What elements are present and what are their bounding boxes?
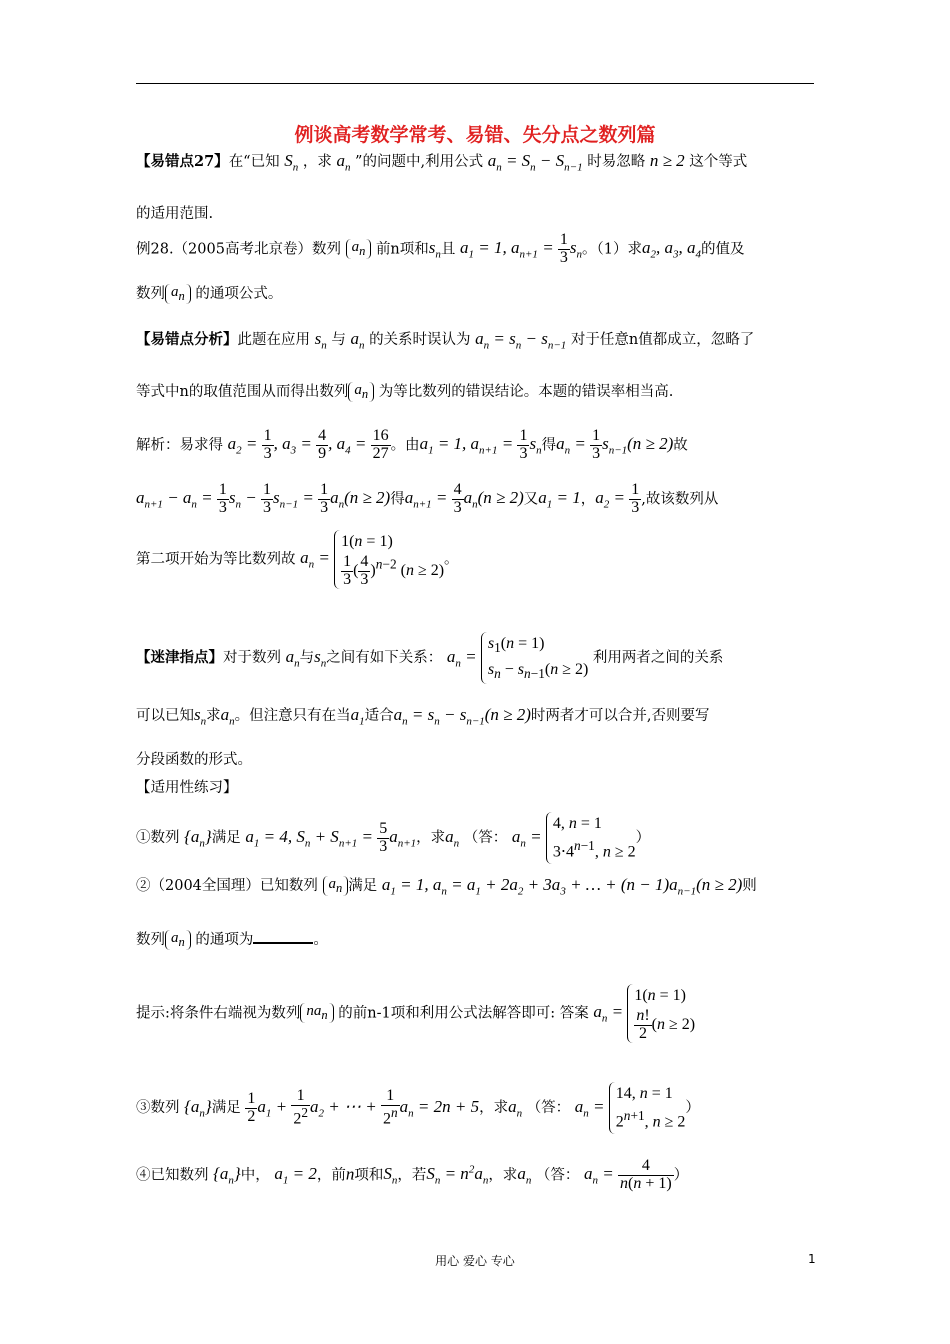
math: $a_n = S_n - S_{n-1}$: [487, 151, 583, 174]
math: $\frac{1}{3}$: [592, 427, 601, 462]
math: $a_n$: [165, 930, 191, 950]
math: $na_n$: [300, 1003, 333, 1023]
error-point-27: 【易错点27】在“已知 $S_n$ ，求 $a_n$ ”的问题中,利用公式 $a_n = S_n - S_{n-1}$ 时易忽略 n ≥ 2 这个等式: [136, 151, 748, 174]
solution-line3: 第二项开始为等比数列故 $a_n$ = 1(n = 1) $\frac{1}{3}$ ( $\frac{4}{3}$ )$^{n-2}$ (n ≥ 2) 。: [136, 530, 459, 589]
math: $S_n = n^2a_n$: [426, 1163, 489, 1187]
answer-blank: [253, 942, 313, 944]
math: $a_n(n \ge 2)$: [330, 488, 391, 511]
math: $a_n$: [508, 1097, 523, 1120]
practice-q1: ①数列 $\{a_n\}$满足 $a_1 = 4$, $S_n + S_{n+1}$ = $\frac{5}{3}$ $a_{n+1}$，求$a_n$ （答： $a_n$ = 4, n = 1 $3\cdot 4^{n-1}$, n ≥ 2 ）: [136, 812, 650, 864]
page-title: 例谈高考数学常考、易错、失分点之数列篇: [294, 124, 656, 146]
math: $a_n$ =: [574, 1097, 609, 1120]
math: $a_n$: [336, 151, 351, 174]
math: $\frac{1}{3}$: [320, 481, 329, 516]
math: $a_n = s_n - s_{n-1}$: [475, 329, 567, 352]
solution-line2: $a_{n+1} - a_n$ = $\frac{1}{3}$ $s_n$ − $\frac{1}{3}$ $s_{n-1}$ = $\frac{1}{3}$ $a_n(n \ge 2)$得$a_{n+1}$ = $\frac{4}{3}$ $a_n(n \ge 2)$又$a_1 = 1$，$a_2$ = $\frac{1}{3}$ ,故该数列从: [136, 481, 719, 516]
math: $\{a_n\}$: [213, 1164, 241, 1187]
practice-q3: ③数列 $\{a_n\}$满足 $\frac{1}{2}$ $a_1$ + $\frac{1}{2^2}$ $a_2$ + ⋯ + $\frac{1}{2^n}$ $a_n = 2n + 5$，求$a_n$ （答： $a_n$ = 14, n = 1 $2^{n+1}$, n ≥ 2 ）: [136, 1082, 700, 1134]
math: n: [345, 1164, 355, 1184]
math: , $a_4$ =: [328, 434, 371, 457]
math: $a_2$ =: [227, 434, 262, 457]
math: $\frac{1}{3}$: [218, 481, 227, 516]
math: $a_n$: [285, 647, 300, 670]
practice-q4: ④已知数列 $\{a_n\}$中， $a_1 = 2$，前n项和$S_n$，若$S_n = n^2a_n$，求$a_n$ （答： $a_n$ = $\frac{4}{n(n + 1)}$ ）: [136, 1157, 689, 1192]
error-analysis: 【易错点分析】此题在应用 $s_n$ 与 $a_n$ 的关系时误认为 $a_n = s_n - s_{n-1}$ 对于任意n值都成立，忽略了: [136, 329, 755, 352]
math: $\frac{4}{3}$: [453, 481, 462, 516]
math: $a_n$ =: [593, 1002, 628, 1025]
math: $a_1 = 1$: [538, 488, 581, 511]
practice-hint: 提示:将条件右端视为数列 $na_n$ 的前n-1项和利用公式法解答即可: 答案 $a_n$ = 1(n = 1) $\frac{n!}{2}$ (n ≥ 2): [136, 984, 695, 1043]
math: $a_1 = 1$, $a_n = a_1 + 2a_2 + 3a_3$ + … + $(n - 1)a_{n-1}(n \ge 2)$: [381, 875, 743, 898]
math: $\frac{1}{2}$: [247, 1089, 256, 1125]
math: $a_1 = 1$, $a_{n+1}$ =: [460, 238, 558, 261]
math: $s_n$: [314, 329, 327, 352]
text-line: 的适用范围.: [136, 206, 214, 222]
math: $s_n$: [529, 434, 542, 457]
practice-q2-line2: 数列 $a_n$ 的通项为 。: [136, 930, 328, 949]
math: $a_n$: [350, 329, 365, 352]
math: $a_n(n \ge 2)$: [463, 488, 524, 511]
tip: 【迷津指点】对于数列 $a_n$与$s_n$之间有如下关系： $a_n$ = $s_1(n = 1)$ $s_n - s_{n-1}(n \ge 2)$ 利用两者之间的关系: [136, 632, 723, 684]
math: $\frac{1}{2^2}$: [293, 1087, 308, 1128]
math: $s_{n-1}(n \ge 2)$: [602, 434, 674, 457]
math: 1(n = 1) $\frac{n!}{2}$ (n ≥ 2): [627, 984, 695, 1043]
math: $s_n$: [194, 705, 207, 728]
math: $a_n$: [323, 876, 349, 896]
math: $a_n$: [445, 827, 460, 850]
tip-line2: 可以已知$s_n$求$a_n$。但注意只有在当$a_1$适合$a_n = s_n - s_{n-1}(n \ge 2)$时两者才可以合并,否则要写: [136, 705, 710, 728]
header-rule: [136, 83, 814, 84]
math: $a_n$: [346, 239, 372, 259]
math: $\frac{1}{3}$: [559, 231, 568, 266]
math: 1(n = 1) $\frac{1}{3}$ ( $\frac{4}{3}$ )$^{n-2}$ (n ≥ 2): [334, 530, 444, 589]
error-analysis-line2: 等式中n的取值范围从而得出数列 $a_n$ 为等比数列的错误结论。本题的错误率相当高.: [136, 382, 674, 401]
math: $a_2$ =: [595, 488, 630, 511]
math: $\frac{1}{3}$: [631, 481, 640, 516]
math: n ≥ 2: [649, 151, 685, 170]
solution-line1: 解析：易求得 $a_2$ = $\frac{1}{3}$ , $a_3$ = $\frac{4}{9}$ , $a_4$ = $\frac{16}{27}$ 。由$a_1 = 1$, $a_{n+1}$ = $\frac{1}{3}$ $s_n$得$a_n$ = $\frac{1}{3}$ $s_{n-1}(n \ge 2)$故: [136, 427, 688, 462]
math: $a_1 = 4$, $S_n + S_{n+1}$ =: [245, 827, 378, 850]
math: $a_n$: [517, 1164, 532, 1187]
footer-text: 用心 爱心 专心: [435, 1254, 515, 1268]
math: $\frac{1}{2^n}$: [382, 1087, 398, 1128]
math: $a_n$ =: [584, 1164, 619, 1187]
math: $a_n$ =: [511, 827, 546, 850]
math: $a_n = 2n + 5$: [399, 1097, 480, 1120]
math: $\{a_n\}$: [184, 1097, 212, 1120]
math: $s_n$: [569, 238, 583, 261]
math: $\frac{1}{3}$: [519, 427, 528, 462]
math: $s_n$: [314, 647, 327, 670]
math: $a_n$: [165, 284, 191, 304]
math: 14, n = 1 $2^{n+1}$, n ≥ 2: [609, 1082, 686, 1134]
math: $a_n$ =: [556, 434, 591, 457]
math: $a_n$ =: [446, 647, 481, 670]
tag: 【易错点27】: [136, 153, 229, 170]
math: $a_n$ =: [300, 548, 335, 571]
math: $s_n$: [428, 238, 441, 261]
example-28: 例28.（2005高考北京卷）数列 $a_n$ 前n项和$s_n$且 $a_1 = 1$, $a_{n+1}$ = $\frac{1}{3}$ $s_n$。（1）求$a_2$, $a_3$, $a_4$的值及: [136, 231, 745, 266]
math: $a_1 = 2$: [274, 1164, 317, 1187]
math: $a_1 = 1$, $a_{n+1}$ =: [419, 434, 518, 457]
math: $a_2$ + ⋯ +: [310, 1097, 381, 1120]
math: , $a_3$ =: [273, 434, 317, 457]
math: $\frac{1}{3}$: [263, 481, 272, 516]
math: $a_1$ +: [257, 1097, 292, 1120]
text-line: 分段函数的形式。: [136, 752, 252, 768]
math: $a_2$, $a_3$, $a_4$: [642, 238, 702, 261]
math: $s_{n-1}$ =: [273, 488, 319, 511]
math: $a_{n+1}$ =: [404, 488, 452, 511]
math: $\{a_n\}$: [184, 827, 212, 850]
math: $a_{n+1}$: [389, 827, 417, 850]
math: 4, n = 1 $3\cdot 4^{n-1}$, n ≥ 2: [546, 812, 636, 864]
math: $\frac{4}{n(n + 1)}$: [620, 1157, 672, 1192]
math: $S_n$: [284, 151, 299, 174]
math: $a_1$: [350, 705, 365, 728]
math: $s_1(n = 1)$ $s_n - s_{n-1}(n \ge 2)$: [481, 632, 588, 684]
math: $a_{n+1} - a_n$ =: [136, 488, 217, 511]
example-28-line2: 数列 $a_n$ 的通项公式。: [136, 284, 283, 303]
math: $\frac{4}{9}$: [318, 427, 327, 462]
math: $S_n$: [383, 1164, 398, 1187]
math: $\frac{5}{3}$: [379, 819, 388, 855]
math: $a_n$: [348, 382, 374, 402]
math: $a_n$: [220, 705, 235, 728]
practice-heading: 【适用性练习】: [136, 780, 238, 796]
math: $\frac{16}{27}$: [372, 427, 389, 462]
math: $s_n$ −: [228, 488, 262, 511]
math: $a_n = s_n - s_{n-1}(n \ge 2)$: [393, 705, 531, 728]
practice-q2: ②（2004全国理）已知数列 $a_n$ 满足 $a_1 = 1$, $a_n = a_1 + 2a_2 + 3a_3$ + … + $(n - 1)a_{n-1}(n \ge 2)$则: [136, 875, 757, 898]
math: $\frac{1}{3}$: [263, 427, 272, 462]
page-number: 1: [808, 1252, 816, 1266]
